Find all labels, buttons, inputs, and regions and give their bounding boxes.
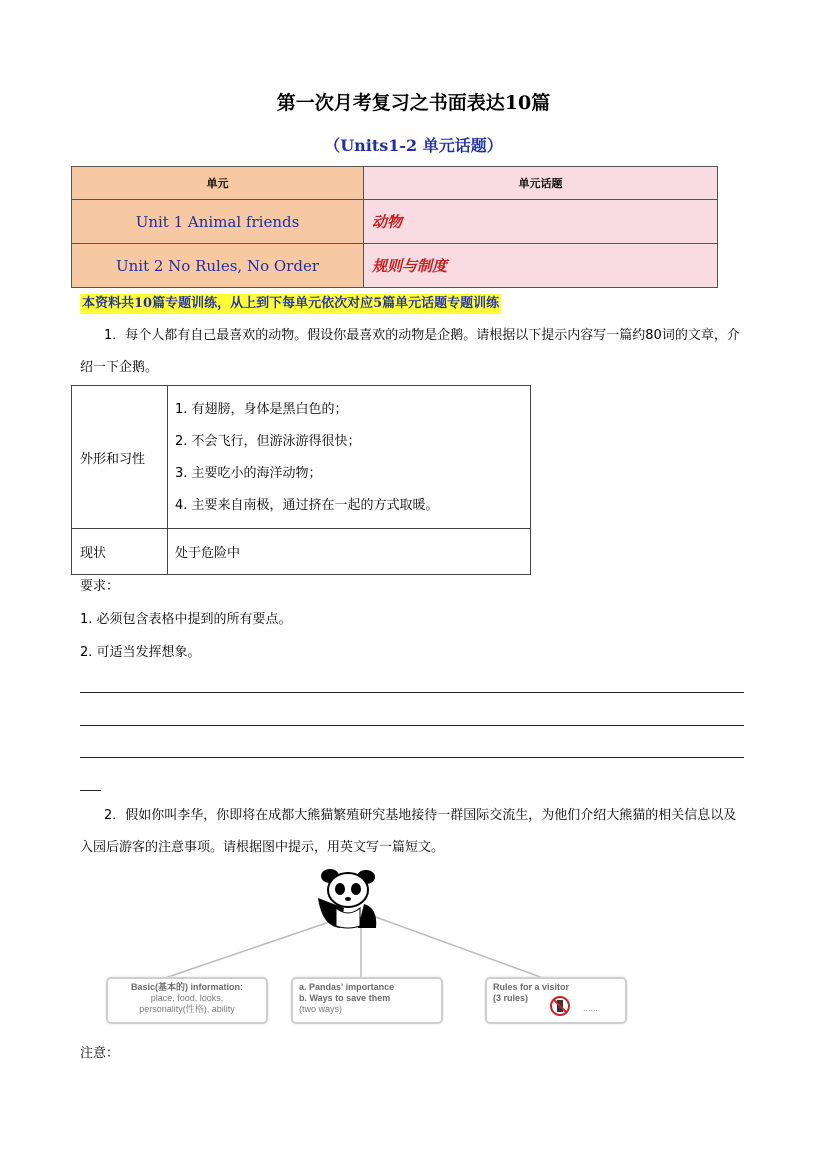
basic-info-box — [106, 977, 268, 1024]
requirement-item: 2. 可适当发挥想象。 — [80, 645, 201, 660]
row-label: 外形和习性 — [72, 386, 168, 529]
panda-logo-icon — [314, 868, 388, 930]
box-heading: Rules for a visitor — [493, 982, 570, 992]
answer-line — [80, 692, 744, 693]
box-heading: b. Ways to save them — [299, 993, 391, 1003]
answer-line — [80, 790, 101, 791]
ellipsis: ...... — [583, 1003, 599, 1013]
importance-box — [291, 977, 443, 1024]
unit-cell: Unit 2 No Rules, No Order — [72, 244, 364, 288]
units-table — [71, 166, 718, 288]
table-row — [72, 386, 531, 529]
status-cell: 处于危险中 — [168, 529, 531, 575]
box-heading: Basic(基本的) information: — [130, 982, 243, 992]
list-item: 4. 主要来自南极，通过挤在一起的方式取暖。 — [175, 498, 439, 513]
table-row — [72, 244, 718, 288]
answer-line — [80, 757, 744, 758]
box-heading: a. Pandas' importance — [299, 982, 395, 992]
list-item: 2. 不会飞行，但游泳游得很快； — [175, 434, 361, 449]
question-2-prompt: 2．假如你叫李华，你即将在成都大熊猫繁殖研究基地接待一群国际交流生，为他们介绍大熊猫的相关信息以及入园后游客的注意事项。请根据图中提示，用英文写一篇短文。 — [80, 808, 737, 855]
header-topic: 单元话题 — [364, 167, 718, 200]
no-entry-icon — [545, 995, 575, 1017]
topic-cell: 动物 — [364, 200, 718, 244]
question-1-prompt: 1．每个人都有自己最喜欢的动物。假设你最喜欢的动物是企鹅。请根据以下提示内容写一篇约80词的文章，介绍一下企鹅。 — [80, 328, 740, 375]
table-row — [72, 529, 531, 575]
table-row — [72, 200, 718, 244]
table-header-row — [72, 167, 718, 200]
box-heading: (3 rules) — [493, 993, 529, 1003]
row-label: 现状 — [72, 529, 168, 575]
requirements-title: 要求： — [80, 579, 120, 594]
list-item: 1. 有翅膀，身体是黑白色的； — [175, 402, 348, 417]
note-label: 注意： — [80, 1046, 120, 1061]
list-item: 3. 主要吃小的海洋动物； — [175, 466, 322, 481]
rules-box — [485, 977, 627, 1024]
box-line: (two ways) — [299, 1004, 343, 1014]
answer-line — [80, 725, 744, 726]
requirement-item: 1. 必须包含表格中提到的所有要点。 — [80, 612, 292, 627]
penguin-table — [71, 385, 531, 575]
panda-diagram — [103, 868, 627, 1028]
page-subtitle: （Units1-2 单元话题） — [324, 136, 503, 155]
page-title: 第一次月考复习之书面表达10篇 — [276, 92, 551, 114]
topic-cell: 规则与制度 — [364, 244, 718, 288]
points-cell — [168, 386, 531, 529]
box-line: personality(性格), ability — [139, 1004, 235, 1014]
unit-cell: Unit 1 Animal friends — [72, 200, 364, 244]
box-line: place, food, looks, — [150, 993, 224, 1003]
header-unit: 单元 — [72, 167, 364, 200]
highlighted-notice: 本资料共10篇专题训练，从上到下每单元依次对应5篇单元话题专题训练 — [80, 294, 501, 314]
